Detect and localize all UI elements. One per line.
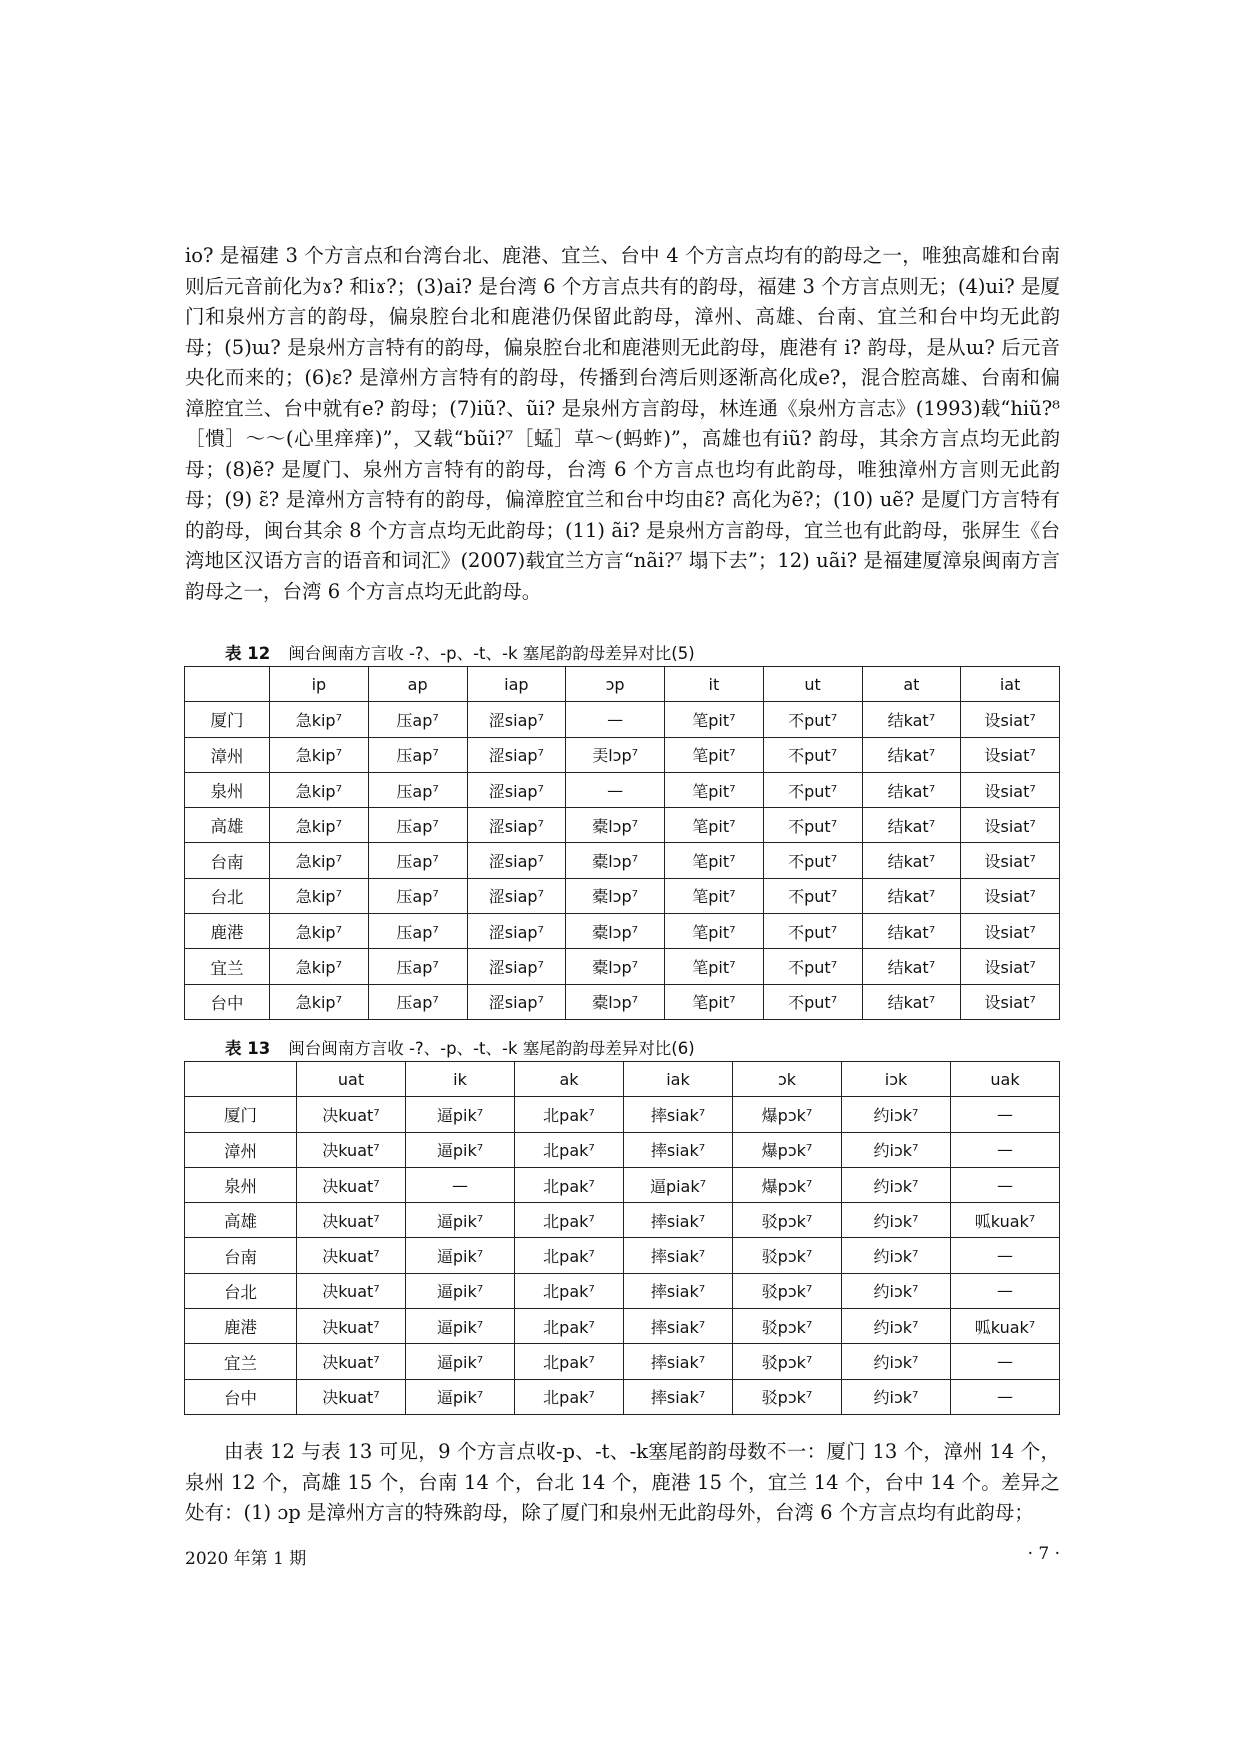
table-cell: 北pak⁷ <box>515 1097 624 1132</box>
header-cell: uak <box>951 1062 1060 1097</box>
table-cell: 摔siak⁷ <box>624 1309 733 1344</box>
table-cell: — <box>951 1132 1060 1167</box>
table-cell: 决kuat⁷ <box>297 1344 406 1379</box>
table-cell: — <box>951 1097 1060 1132</box>
table-cell: 决kuat⁷ <box>297 1132 406 1167</box>
table-cell: 急kip⁷ <box>270 808 369 843</box>
table-cell: 压ap⁷ <box>368 808 467 843</box>
footer-issue: 2020 年第 1 期 <box>185 1549 307 1569</box>
table-13-caption <box>225 1035 695 1059</box>
table-cell: 笔pit⁷ <box>665 737 764 772</box>
table-cell: 摔siak⁷ <box>624 1132 733 1167</box>
table-cell: 摔siak⁷ <box>624 1097 733 1132</box>
table-cell: 压ap⁷ <box>368 914 467 949</box>
header-cell: ap <box>368 667 467 702</box>
header-cell: iat <box>961 667 1060 702</box>
table-cell: 不put⁷ <box>763 808 862 843</box>
table-cell: 笔pit⁷ <box>665 702 764 737</box>
table-cell: 台南 <box>185 843 270 878</box>
table-cell: 决kuat⁷ <box>297 1167 406 1202</box>
table-cell: 设siat⁷ <box>961 772 1060 807</box>
table-cell: 涩siap⁷ <box>467 914 566 949</box>
header-cell: ɔp <box>566 667 665 702</box>
table-cell: 设siat⁷ <box>961 737 1060 772</box>
table-cell: 急kip⁷ <box>270 914 369 949</box>
table-cell: — <box>951 1273 1060 1308</box>
table-cell: 北pak⁷ <box>515 1238 624 1273</box>
table-cell: 涩siap⁷ <box>467 949 566 984</box>
body-paragraph: io? 是福建 3 个方言点和台湾台北、鹿港、宜兰、台中 4 个方言点均有的韵母之一，唯独高雄和台南则后元音前化为ɤ? 和iɤ?；(3)ai? 是台湾 6 个方言点共有的韵母，福建 3 个方言点则无；(4)ui? 是厦门和泉州方言的韵母，偏泉腔台北和鹿港仍保留此韵母，漳州、高雄、台南、宜兰和台中均无此韵母；(5)ɯ? 是泉州方言特有的韵母，偏泉腔台北和鹿港则无此韵母，鹿港有 i? 韵母，是从ɯ? 后元音央化而来的；(6)ɛ? 是漳州方言特有的韵母，传播到台湾后则逐渐高化成e?，混合腔高雄、台南和偏漳腔宜兰、台中就有e? 韵母；(7)iũ?、ũi? 是泉州方言韵母，林连通《泉州方言志》(1993)载“hiũ?⁸［憒］～～(心里痒痒)”，又载“bũi?⁷［蜢］草～(蚂蚱)”，高雄也有iũ? 韵母，其余方言点均无此韵母；(8)ẽ? 是厦门、泉州方言特有的韵母，台湾 6 个方言点也均有此韵母，唯独漳州方言则无此韵母；(9) ɛ̃? 是漳州方言特有的韵母，偏漳腔宜兰和台中均由ɛ̃? 高化为ẽ?；(10) uẽ? 是厦门方言特有的韵母，闽台其余 8 个方言点均无此韵母；(11) ãi? 是泉州方言韵母，宜兰也有此韵母，张屏生《台湾地区汉语方言的语音和词汇》(2007)载宜兰方言“nãi?⁷ 塌下去”；12) uãi? 是福建厦漳泉闽南方言韵母之一，台湾 6 个方言点均无此韵母。 <box>185 244 1060 603</box>
table-row <box>185 984 1060 1019</box>
table-cell: 北pak⁷ <box>515 1273 624 1308</box>
table-cell: 结kat⁷ <box>862 843 961 878</box>
table-cell: 台北 <box>185 1273 297 1308</box>
table-cell: 决kuat⁷ <box>297 1097 406 1132</box>
table-cell: 约iɔk⁷ <box>842 1379 951 1414</box>
table-cell: 涩siap⁷ <box>467 702 566 737</box>
table-cell: 爆pɔk⁷ <box>733 1132 842 1167</box>
table-cell: 漳州 <box>185 737 270 772</box>
header-cell: ut <box>763 667 862 702</box>
table-row <box>185 1132 1060 1167</box>
table-cell: 结kat⁷ <box>862 878 961 913</box>
table-cell: 急kip⁷ <box>270 878 369 913</box>
table-cell: 宜兰 <box>185 1344 297 1379</box>
table-header-row <box>185 667 1060 702</box>
table-row <box>185 949 1060 984</box>
table-cell: 急kip⁷ <box>270 843 369 878</box>
table-cell: 逼pik⁷ <box>406 1379 515 1414</box>
table-row <box>185 1344 1060 1379</box>
table-cell: 泉州 <box>185 772 270 807</box>
table-cell: 急kip⁷ <box>270 737 369 772</box>
table-row <box>185 1097 1060 1132</box>
table-12-number: 表 12 <box>225 644 271 663</box>
table-13-number: 表 13 <box>225 1039 271 1058</box>
table-cell: 北pak⁷ <box>515 1344 624 1379</box>
header-cell: it <box>665 667 764 702</box>
table-cell: — <box>406 1167 515 1202</box>
table-cell: 设siat⁷ <box>961 808 1060 843</box>
table-12 <box>184 666 1060 1020</box>
table-cell: 不put⁷ <box>763 878 862 913</box>
header-cell: ip <box>270 667 369 702</box>
table-cell: 涩siap⁷ <box>467 984 566 1019</box>
table-cell: 北pak⁷ <box>515 1379 624 1414</box>
table-cell: 压ap⁷ <box>368 737 467 772</box>
table-cell: 不put⁷ <box>763 984 862 1019</box>
table-cell: 宜兰 <box>185 949 270 984</box>
table-cell: — <box>951 1344 1060 1379</box>
table-cell: 设siat⁷ <box>961 702 1060 737</box>
table-cell: 涩siap⁷ <box>467 843 566 878</box>
table-cell: 摔siak⁷ <box>624 1203 733 1238</box>
table-cell: 急kip⁷ <box>270 702 369 737</box>
table-cell: 橐lɔp⁷ <box>566 914 665 949</box>
table-cell: 决kuat⁷ <box>297 1309 406 1344</box>
table-header-row <box>185 1062 1060 1097</box>
table-cell: 逼pik⁷ <box>406 1132 515 1167</box>
table-row <box>185 1309 1060 1344</box>
table-cell: 不put⁷ <box>763 914 862 949</box>
table-cell: 呱kuak⁷ <box>951 1309 1060 1344</box>
table-cell: 爆pɔk⁷ <box>733 1097 842 1132</box>
table-cell: 橐lɔp⁷ <box>566 808 665 843</box>
table-cell: 笔pit⁷ <box>665 984 764 1019</box>
header-cell: at <box>862 667 961 702</box>
table-cell: 约iɔk⁷ <box>842 1132 951 1167</box>
table-cell: 设siat⁷ <box>961 878 1060 913</box>
table-cell: 约iɔk⁷ <box>842 1273 951 1308</box>
table-cell: 逼pik⁷ <box>406 1344 515 1379</box>
table-cell: 决kuat⁷ <box>297 1379 406 1414</box>
table-cell: 高雄 <box>185 1203 297 1238</box>
table-cell: 结kat⁷ <box>862 702 961 737</box>
table-cell: 压ap⁷ <box>368 949 467 984</box>
table-cell: 约iɔk⁷ <box>842 1167 951 1202</box>
table-cell: 驳pɔk⁷ <box>733 1273 842 1308</box>
table-cell: 驳pɔk⁷ <box>733 1203 842 1238</box>
header-cell: ik <box>406 1062 515 1097</box>
header-cell: uat <box>297 1062 406 1097</box>
table-row <box>185 843 1060 878</box>
table-cell: 㺯lɔp⁷ <box>566 737 665 772</box>
table-row <box>185 808 1060 843</box>
table-cell: 摔siak⁷ <box>624 1238 733 1273</box>
table-cell: 不put⁷ <box>763 772 862 807</box>
table-cell: 北pak⁷ <box>515 1203 624 1238</box>
table-12-caption <box>225 640 695 664</box>
table-cell: — <box>951 1167 1060 1202</box>
table-cell: 橐lɔp⁷ <box>566 984 665 1019</box>
table-row <box>185 878 1060 913</box>
table-cell: 台中 <box>185 984 270 1019</box>
table-cell: 压ap⁷ <box>368 878 467 913</box>
table-cell: 驳pɔk⁷ <box>733 1344 842 1379</box>
table-13-title: 闽台闽南方言收 -?、-p、-t、-k 塞尾韵韵母差异对比(6) <box>288 1039 695 1058</box>
table-cell: 涩siap⁷ <box>467 737 566 772</box>
header-cell: ak <box>515 1062 624 1097</box>
table-row <box>185 737 1060 772</box>
table-13 <box>184 1061 1060 1415</box>
table-cell: 笔pit⁷ <box>665 843 764 878</box>
table-cell: 不put⁷ <box>763 702 862 737</box>
table-cell: 高雄 <box>185 808 270 843</box>
table-cell: 结kat⁷ <box>862 737 961 772</box>
table-cell: 压ap⁷ <box>368 702 467 737</box>
table-cell: 约iɔk⁷ <box>842 1203 951 1238</box>
table-cell: 涩siap⁷ <box>467 772 566 807</box>
table-cell: 不put⁷ <box>763 949 862 984</box>
table-cell: 压ap⁷ <box>368 772 467 807</box>
header-cell: iap <box>467 667 566 702</box>
header-cell: iak <box>624 1062 733 1097</box>
table-cell: 摔siak⁷ <box>624 1379 733 1414</box>
table-cell: 橐lɔp⁷ <box>566 878 665 913</box>
body-paragraph-2: 由表 12 与表 13 可见，9 个方言点收-p、-t、-k塞尾韵韵母数不一：厦门 13 个，漳州 14 个，泉州 12 个，高雄 15 个，台南 14 个，台北 14 个，鹿港 15 个，宜兰 14 个，台中 14 个。差异之处有：(1) ɔp 是漳州方言的特殊韵母，除了厦门和泉州无此韵母外，台湾 6 个方言点均有此韵母； <box>185 1440 1060 1524</box>
table-row <box>185 1273 1060 1308</box>
table-cell: 压ap⁷ <box>368 984 467 1019</box>
table-cell: 约iɔk⁷ <box>842 1309 951 1344</box>
table-cell: 鹿港 <box>185 1309 297 1344</box>
table-row <box>185 914 1060 949</box>
table-cell: — <box>951 1379 1060 1414</box>
table-cell: 压ap⁷ <box>368 843 467 878</box>
table-cell: 笔pit⁷ <box>665 772 764 807</box>
table-row <box>185 1238 1060 1273</box>
table-cell: 急kip⁷ <box>270 949 369 984</box>
table-cell: 摔siak⁷ <box>624 1273 733 1308</box>
table-row <box>185 1167 1060 1202</box>
table-row <box>185 1203 1060 1238</box>
table-cell: 决kuat⁷ <box>297 1203 406 1238</box>
table-cell: 设siat⁷ <box>961 984 1060 1019</box>
table-cell: 橐lɔp⁷ <box>566 949 665 984</box>
table-cell: 笔pit⁷ <box>665 914 764 949</box>
table-cell: 设siat⁷ <box>961 843 1060 878</box>
table-cell: 不put⁷ <box>763 737 862 772</box>
table-cell: 笔pit⁷ <box>665 878 764 913</box>
table-cell: 急kip⁷ <box>270 984 369 1019</box>
table-cell: 北pak⁷ <box>515 1167 624 1202</box>
table-cell: 橐lɔp⁷ <box>566 843 665 878</box>
table-cell: 笔pit⁷ <box>665 949 764 984</box>
table-cell: 北pak⁷ <box>515 1309 624 1344</box>
header-cell: ɔk <box>733 1062 842 1097</box>
table-cell: 逼pik⁷ <box>406 1203 515 1238</box>
table-cell: 漳州 <box>185 1132 297 1167</box>
table-cell: 约iɔk⁷ <box>842 1344 951 1379</box>
table-12-title: 闽台闽南方言收 -?、-p、-t、-k 塞尾韵韵母差异对比(5) <box>288 644 695 663</box>
table-cell: 鹿港 <box>185 914 270 949</box>
table-cell: 结kat⁷ <box>862 914 961 949</box>
table-cell: 泉州 <box>185 1167 297 1202</box>
table-cell: — <box>566 772 665 807</box>
header-cell: iɔk <box>842 1062 951 1097</box>
table-cell: — <box>566 702 665 737</box>
table-cell: 驳pɔk⁷ <box>733 1379 842 1414</box>
table-cell: 约iɔk⁷ <box>842 1238 951 1273</box>
table-row <box>185 702 1060 737</box>
header-cell <box>185 1062 297 1097</box>
table-cell: — <box>951 1238 1060 1273</box>
table-cell: 不put⁷ <box>763 843 862 878</box>
table-cell: 摔siak⁷ <box>624 1344 733 1379</box>
table-cell: 结kat⁷ <box>862 949 961 984</box>
table-row <box>185 772 1060 807</box>
table-cell: 结kat⁷ <box>862 808 961 843</box>
table-cell: 逼pik⁷ <box>406 1309 515 1344</box>
table-cell: 逼pik⁷ <box>406 1238 515 1273</box>
table-cell: 爆pɔk⁷ <box>733 1167 842 1202</box>
table-cell: 决kuat⁷ <box>297 1273 406 1308</box>
table-cell: 北pak⁷ <box>515 1132 624 1167</box>
table-cell: 约iɔk⁷ <box>842 1097 951 1132</box>
table-cell: 逼pik⁷ <box>406 1273 515 1308</box>
table-cell: 结kat⁷ <box>862 772 961 807</box>
table-cell: 急kip⁷ <box>270 772 369 807</box>
header-cell <box>185 667 270 702</box>
table-cell: 驳pɔk⁷ <box>733 1309 842 1344</box>
table-cell: 厦门 <box>185 1097 297 1132</box>
table-cell: 台北 <box>185 878 270 913</box>
table-cell: 驳pɔk⁷ <box>733 1238 842 1273</box>
table-cell: 厦门 <box>185 702 270 737</box>
table-row <box>185 1379 1060 1414</box>
table-cell: 台中 <box>185 1379 297 1414</box>
table-cell: 设siat⁷ <box>961 914 1060 949</box>
table-cell: 笔pit⁷ <box>665 808 764 843</box>
page-number: · 7 · <box>1027 1544 1060 1564</box>
table-cell: 逼pik⁷ <box>406 1097 515 1132</box>
table-cell: 呱kuak⁷ <box>951 1203 1060 1238</box>
table-cell: 台南 <box>185 1238 297 1273</box>
table-cell: 结kat⁷ <box>862 984 961 1019</box>
table-cell: 设siat⁷ <box>961 949 1060 984</box>
table-cell: 决kuat⁷ <box>297 1238 406 1273</box>
table-cell: 涩siap⁷ <box>467 878 566 913</box>
table-cell: 涩siap⁷ <box>467 808 566 843</box>
table-cell: 逼piak⁷ <box>624 1167 733 1202</box>
